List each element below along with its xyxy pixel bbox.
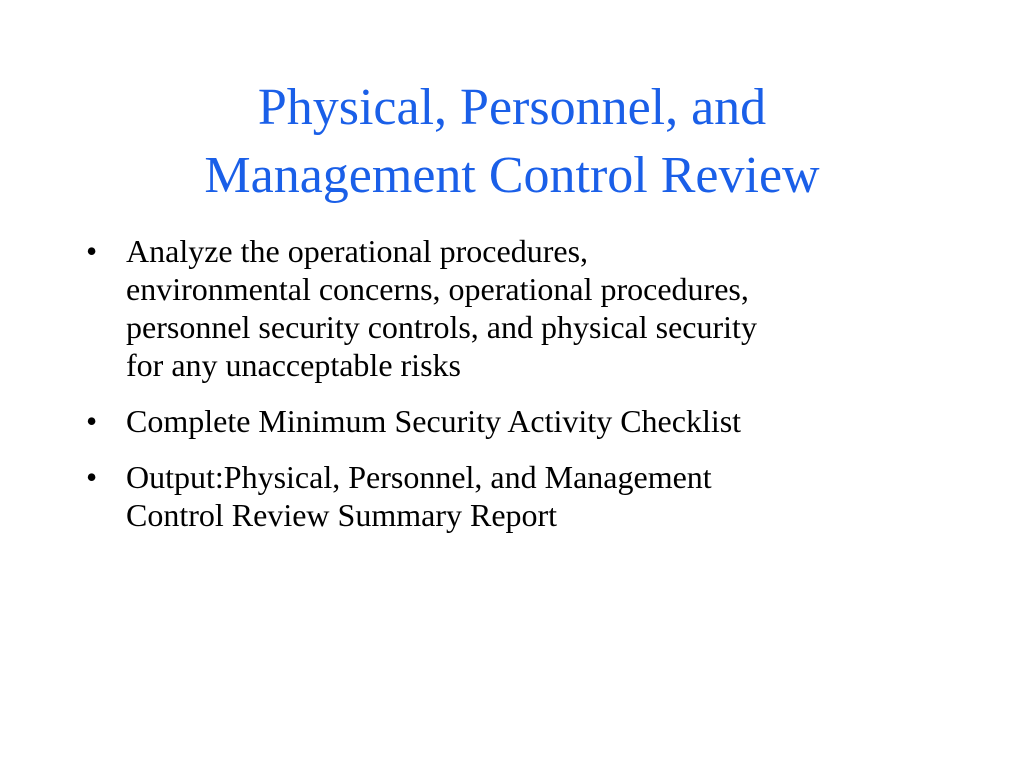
bullet-line: Analyze the operational procedures,: [126, 233, 589, 269]
bullet-item-output: [80, 458, 940, 534]
bullet-line: Output:Physical, Personnel, and Management: [126, 459, 712, 495]
bullet-icon: •: [86, 459, 98, 495]
bullet-line: Control Review Summary Report: [126, 497, 558, 533]
title-line-2: Management Control Review: [204, 147, 820, 204]
bullet-list: [80, 232, 940, 552]
slide-title: [80, 74, 944, 210]
bullet-item-checklist: [80, 402, 940, 440]
bullet-icon: •: [86, 233, 98, 269]
bullet-icon: •: [86, 403, 98, 439]
bullet-item-analyze: [80, 232, 940, 384]
title-line-1: Physical, Personnel, and: [257, 79, 767, 136]
bullet-line: personnel security controls, and physical security: [126, 309, 757, 345]
bullet-line: for any unacceptable risks: [126, 347, 461, 383]
bullet-line: environmental concerns, operational procedures,: [126, 271, 749, 307]
bullet-line: Complete Minimum Security Activity Checklist: [126, 403, 742, 439]
